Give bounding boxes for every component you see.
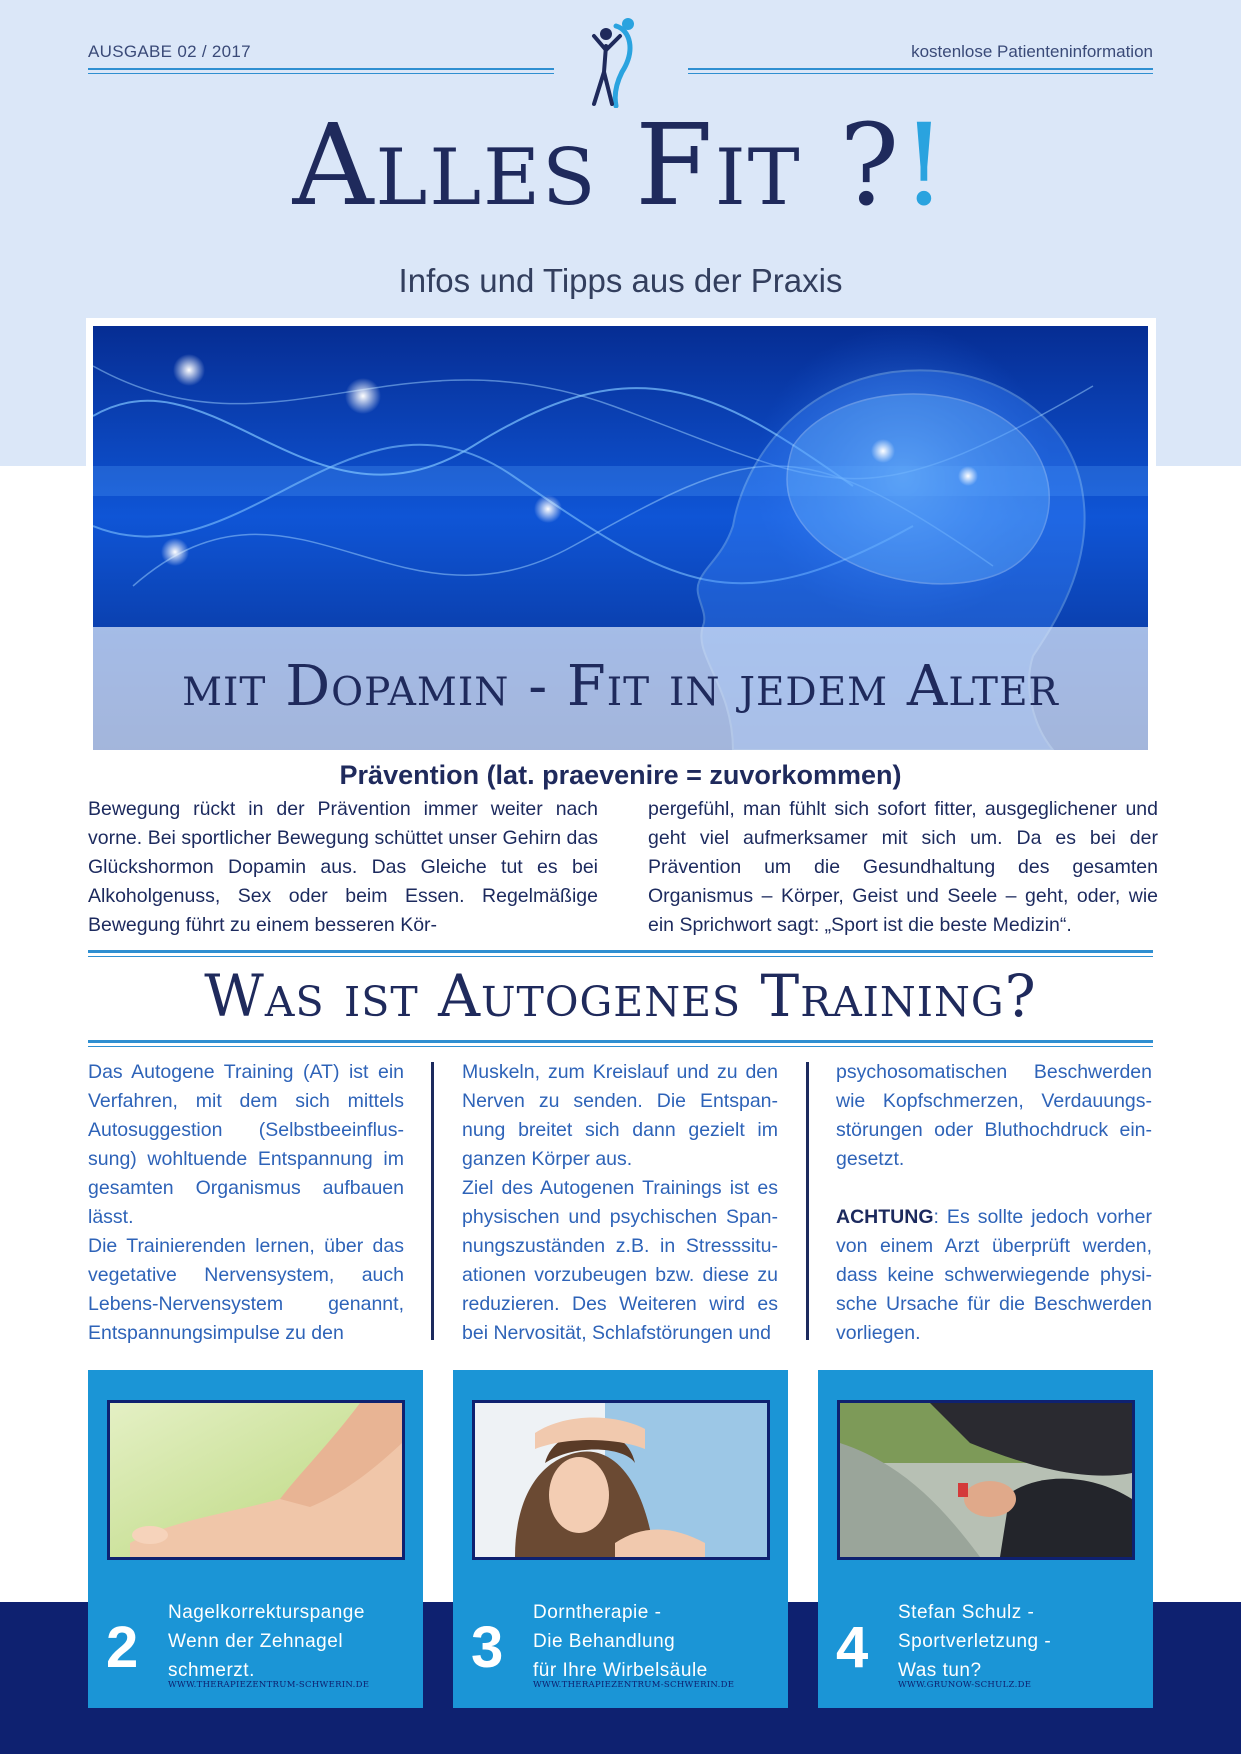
prevention-title: Prävention (lat. praevenire = zuvorkommen) <box>339 760 902 790</box>
card-title-line: schmerzt. <box>168 1660 255 1681</box>
teaser-card-4[interactable] <box>818 1370 1153 1708</box>
card-title <box>168 1598 416 1685</box>
autogenic-warning <box>836 1203 1152 1348</box>
masthead-exclamation-mark: ! <box>901 101 949 231</box>
header-rule-left-thin <box>88 73 554 74</box>
section-rule-bottom-thin <box>88 1046 1153 1047</box>
masthead-question-mark: ? <box>839 101 902 231</box>
prevention-column-right <box>648 795 1158 940</box>
card-title-line: Dorntherapie - <box>533 1602 662 1623</box>
card-url[interactable]: WWW.GRUNOW-SCHULZ.DE <box>898 1680 1032 1690</box>
warning-text: : Es sollte jedoch vorher von einem Arzt überprüft werden, dass keine schwerwiegende physi-sche Ursache für die Beschwerden vorliegen. <box>836 1206 1152 1344</box>
autogenic-column-3 <box>836 1058 1152 1348</box>
card-url[interactable]: WWW.THERAPIEZENTRUM-SCHWERIN.DE <box>168 1680 370 1690</box>
card-url[interactable]: WWW.THERAPIEZENTRUM-SCHWERIN.DE <box>533 1680 735 1690</box>
card-number: 2 <box>106 1615 139 1680</box>
card-title-line: Was tun? <box>898 1660 982 1681</box>
prevention-text-left: Bewegung rückt in der Prävention immer weiter nach vorne. Bei sportlicher Bewegung schüttet unser Gehirn das Glückshormon Dopamin aus. Das Gleiche tut es bei Alkoholgenuss, Sex oder beim Essen. Regelmäßige Bewegung führt zu einem besseren Kör- <box>88 798 598 936</box>
section-rule-bottom <box>88 1040 1153 1043</box>
teaser-card-2[interactable] <box>88 1370 423 1708</box>
card-number: 3 <box>471 1615 504 1680</box>
card-title-line: Nagelkorrekturspange <box>168 1602 365 1623</box>
prevention-column-left <box>88 795 598 940</box>
header-rule-left <box>88 68 554 70</box>
section-rule-top <box>88 950 1153 953</box>
card-title-line: Wenn der Zehnagel <box>168 1631 344 1652</box>
sport-injury-image <box>837 1400 1135 1560</box>
card-number: 4 <box>836 1615 869 1680</box>
tagline: kostenlose Patienteninformation <box>911 42 1153 61</box>
header-rule-right <box>688 68 1153 70</box>
column-divider-1 <box>431 1062 434 1340</box>
autogenic-col1-paragraph-2: Die Trainierenden lernen, über das vegetative Nervensystem, auch Lebens-Nervensystem genannt, Entspannungsimpulse zu den <box>88 1235 404 1344</box>
logo-icon <box>586 16 648 108</box>
column-divider-2 <box>806 1062 809 1340</box>
card-title-line: Stefan Schulz - <box>898 1602 1035 1623</box>
card-title <box>898 1598 1146 1685</box>
autogenic-column-2 <box>462 1058 778 1348</box>
prevention-text-right: pergefühl, man fühlt sich sofort fitter, ausgeglichener und geht viel aufmerksamer mit sich um. Da es bei der Prävention um die Gesundhaltung des gesamten Organismus – Körper, Geist und Seele – geht, oder, wie ein Sprichwort sagt: „Sport ist die beste Medizin“. <box>648 798 1158 936</box>
autogenic-col1-paragraph-1: Das Autogene Training (AT) ist ein Verfahren, mit dem sich mittels Autosuggestion (Selbstbeeinflus-sung) wohltuende Entspannung im gesamten Organismus aufbauen lässt. <box>88 1061 404 1228</box>
warning-label: ACHTUNG <box>836 1206 934 1228</box>
masthead-subtitle: Infos und Tipps aus der Praxis <box>398 262 843 299</box>
masthead-title <box>0 101 1241 231</box>
card-title <box>533 1598 781 1685</box>
card-title-line: Die Behandlung <box>533 1631 676 1652</box>
autogenic-title: Was ist Autogenes Training? <box>204 962 1037 1030</box>
autogenic-column-1 <box>88 1058 404 1348</box>
issue-label: AUSGABE 02 / 2017 <box>88 42 251 61</box>
teaser-card-3[interactable] <box>453 1370 788 1708</box>
header-rule-right-thin <box>688 73 1153 74</box>
masthead-main: Alles Fit <box>292 101 840 231</box>
therapy-image <box>472 1400 770 1560</box>
feet-image <box>107 1400 405 1560</box>
card-title-line: für Ihre Wirbelsäule <box>533 1660 708 1681</box>
autogenic-col3-paragraph-1: psychosomatischen Beschwerden wie Kopfschmerzen, Verdauungs-störungen oder Bluthochdruck ein-gesetzt. <box>836 1061 1152 1170</box>
card-title-line: Sportverletzung - <box>898 1631 1052 1652</box>
hero-caption: mit Dopamin - Fit in jedem Alter <box>182 654 1059 719</box>
autogenic-col2-paragraph-2: Ziel des Autogenen Trainings ist es physischen und psychischen Span-nungszuständen z.B. in Stresssitu-ationen vorzubeugen bzw. diese zu reduzieren. Des Weiteren wird es bei Nervosität, Schlafstörungen und <box>462 1177 778 1344</box>
autogenic-col2-paragraph-1: Muskeln, zum Kreislauf und zu den Nerven zu senden. Die Entspan-nung breitet sich dann gezielt im ganzen Körper aus. <box>462 1061 778 1170</box>
section-rule-top-thin <box>88 956 1153 957</box>
